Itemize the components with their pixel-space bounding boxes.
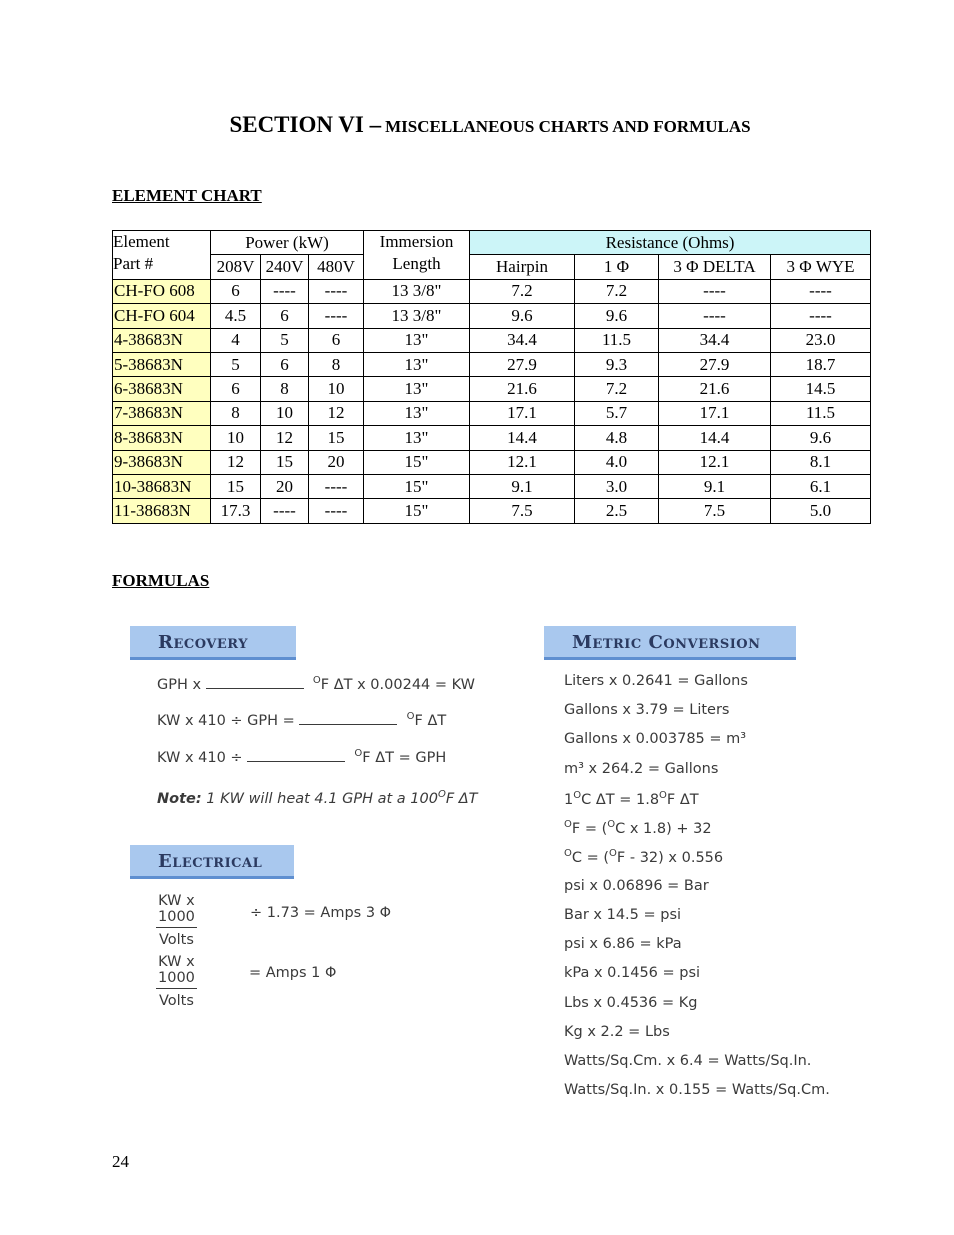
table-cell: 12.1 xyxy=(470,450,575,474)
metric-watts-sqcm: Watts/Sq.Cm. x 6.4 = Watts/Sq.In. xyxy=(564,1053,812,1069)
table-cell: 21.6 xyxy=(470,377,575,401)
table-cell: 7.2 xyxy=(470,279,575,303)
part-number-cell: 11-38683N xyxy=(113,499,211,523)
header-208v: 208V xyxy=(211,255,261,279)
table-cell: 15 xyxy=(309,426,364,450)
table-cell: 12 xyxy=(211,450,261,474)
table-cell: 12.1 xyxy=(659,450,771,474)
table-cell: 7.2 xyxy=(575,377,659,401)
table-cell: 14.5 xyxy=(771,377,871,401)
metric-kg-lbs: Kg x 2.2 = Lbs xyxy=(564,1024,670,1040)
recovery-formula-1: GPH x $^O$F ΔT x 0.00244 = KW xyxy=(157,675,475,693)
metric-gallons-liters: Gallons x 3.79 = Liters xyxy=(564,702,730,718)
header-240v: 240V xyxy=(261,255,309,279)
recovery-formula-3: KW x 410 ÷ $^O$F ΔT = GPH xyxy=(157,748,447,766)
table-cell: 5.0 xyxy=(771,499,871,523)
page-number: 24 xyxy=(112,1152,129,1171)
table-cell: 20 xyxy=(261,474,309,498)
table-cell: ---- xyxy=(659,304,771,328)
table-cell: 6 xyxy=(211,377,261,401)
table-cell: 6 xyxy=(211,279,261,303)
table-cell: 6.1 xyxy=(771,474,871,498)
table-cell: 9.1 xyxy=(470,474,575,498)
metric-kpa-psi: kPa x 0.1456 = psi xyxy=(564,965,701,981)
table-cell: 5 xyxy=(261,328,309,352)
table-cell: 4 xyxy=(211,328,261,352)
metric-bar-psi: Bar x 14.5 = psi xyxy=(564,907,682,923)
header-480v: 480V xyxy=(309,255,364,279)
blank-line xyxy=(206,688,304,689)
recovery-formula-2: KW x 410 ÷ GPH = $^O$F ΔT xyxy=(157,711,447,729)
table-header-row xyxy=(113,231,871,255)
table-cell: 3.0 xyxy=(575,474,659,498)
table-row xyxy=(113,304,871,328)
part-number-cell: CH-FO 608 xyxy=(113,279,211,303)
part-number-cell: 6-38683N xyxy=(113,377,211,401)
electrical-result-3-phase: ÷ 1.73 = Amps 3 Φ xyxy=(250,905,392,921)
table-cell: 15 xyxy=(211,474,261,498)
table-cell: 13" xyxy=(364,352,470,376)
table-row xyxy=(113,499,871,523)
table-cell: 13" xyxy=(364,426,470,450)
table-cell: 14.4 xyxy=(470,426,575,450)
table-cell: 20 xyxy=(309,450,364,474)
table-cell: ---- xyxy=(261,499,309,523)
table-cell: 12 xyxy=(261,426,309,450)
table-row xyxy=(113,328,871,352)
table-cell: 6 xyxy=(309,328,364,352)
header-3-phase-wye: 3 Φ WYE xyxy=(771,255,871,279)
formulas-heading: FORMULAS xyxy=(112,571,210,590)
table-subheader-row xyxy=(113,255,871,279)
header-power: Power (kW) xyxy=(211,231,364,255)
table-cell: 27.9 xyxy=(470,352,575,376)
table-cell: 34.4 xyxy=(659,328,771,352)
table-cell: 23.0 xyxy=(771,328,871,352)
table-row xyxy=(113,377,871,401)
table-cell: ---- xyxy=(309,499,364,523)
table-cell: 9.6 xyxy=(771,426,871,450)
table-cell: 27.9 xyxy=(659,352,771,376)
table-cell: 34.4 xyxy=(470,328,575,352)
metric-psi-kpa: psi x 6.86 = kPa xyxy=(564,936,682,952)
blank-line xyxy=(299,724,397,725)
metric-f-to-c: $^O$C = ($^O$F - 32) x 0.556 xyxy=(564,848,724,866)
table-cell: 6 xyxy=(261,352,309,376)
table-cell: 7.2 xyxy=(575,279,659,303)
header-1-phase: 1 Φ xyxy=(575,255,659,279)
metric-celsius-delta: $1^OC$ $\Delta T = 1.8^OF$ ΔT xyxy=(564,790,699,808)
section-title-main: SECTION VI – xyxy=(229,112,382,137)
electrical-banner: Electrical xyxy=(130,845,294,879)
table-cell: ---- xyxy=(261,279,309,303)
header-3-phase-delta: 3 Φ DELTA xyxy=(659,255,771,279)
table-cell: 11.5 xyxy=(771,401,871,425)
table-cell: 6 xyxy=(261,304,309,328)
table-cell: 4.5 xyxy=(211,304,261,328)
table-row xyxy=(113,279,871,303)
table-row xyxy=(113,401,871,425)
table-cell: 12 xyxy=(309,401,364,425)
part-number-cell: 10-38683N xyxy=(113,474,211,498)
table-cell: 8 xyxy=(309,352,364,376)
table-cell: 8 xyxy=(211,401,261,425)
table-cell: 10 xyxy=(309,377,364,401)
table-cell: ---- xyxy=(309,474,364,498)
table-cell: 17.3 xyxy=(211,499,261,523)
metric-lbs-kg: Lbs x 0.4536 = Kg xyxy=(564,995,698,1011)
header-resistance: Resistance (Ohms) xyxy=(470,231,871,255)
table-cell: 11.5 xyxy=(575,328,659,352)
metric-conversion-banner: Metric Conversion xyxy=(544,626,796,660)
recovery-banner: Recovery xyxy=(130,626,296,660)
part-number-cell: 4-38683N xyxy=(113,328,211,352)
table-cell: 9.1 xyxy=(659,474,771,498)
table-cell: 9.3 xyxy=(575,352,659,376)
header-immersion: Immersion Length xyxy=(364,231,470,280)
table-cell: 4.8 xyxy=(575,426,659,450)
table-cell: 13" xyxy=(364,328,470,352)
table-row xyxy=(113,450,871,474)
part-number-cell: 8-38683N xyxy=(113,426,211,450)
table-cell: 7.5 xyxy=(470,499,575,523)
table-cell: 8.1 xyxy=(771,450,871,474)
table-cell: 17.1 xyxy=(470,401,575,425)
table-cell: 10 xyxy=(261,401,309,425)
section-title xyxy=(0,112,954,138)
element-chart-table xyxy=(112,230,871,524)
table-cell: ---- xyxy=(771,304,871,328)
metric-watts-sqin: Watts/Sq.In. x 0.155 = Watts/Sq.Cm. xyxy=(564,1082,830,1098)
section-title-sub: MISCELLANEOUS CHARTS AND FORMULAS xyxy=(385,117,751,136)
part-number-cell: CH-FO 604 xyxy=(113,304,211,328)
table-cell: 5 xyxy=(211,352,261,376)
element-chart-body xyxy=(113,279,871,523)
table-cell: ---- xyxy=(659,279,771,303)
table-cell: 4.0 xyxy=(575,450,659,474)
header-hairpin: Hairpin xyxy=(470,255,575,279)
table-cell: 17.1 xyxy=(659,401,771,425)
table-cell: 9.6 xyxy=(575,304,659,328)
electrical-result-1-phase: = Amps 1 Φ xyxy=(249,965,337,981)
electrical-fraction-1: KW x 1000 Volts xyxy=(158,893,195,948)
metric-liters-gallons: Liters x 0.2641 = Gallons xyxy=(564,673,748,689)
metric-gallons-m3: Gallons x 0.003785 = m³ xyxy=(564,731,747,747)
table-row xyxy=(113,426,871,450)
table-cell: 15" xyxy=(364,450,470,474)
table-cell: 15" xyxy=(364,474,470,498)
table-cell: 14.4 xyxy=(659,426,771,450)
table-cell: 15 xyxy=(261,450,309,474)
part-number-cell: 5-38683N xyxy=(113,352,211,376)
table-cell: 18.7 xyxy=(771,352,871,376)
table-row xyxy=(113,474,871,498)
blank-line xyxy=(247,761,345,762)
table-cell: ---- xyxy=(771,279,871,303)
table-cell: 13 3/8" xyxy=(364,304,470,328)
recovery-note: Note: 1 KW will heat 4.1 GPH at a $100^OF$ ΔT xyxy=(157,789,478,807)
table-cell: 13" xyxy=(364,377,470,401)
table-cell: ---- xyxy=(309,279,364,303)
part-number-cell: 9-38683N xyxy=(113,450,211,474)
table-cell: 13" xyxy=(364,401,470,425)
table-cell: 8 xyxy=(261,377,309,401)
element-chart-heading: ELEMENT CHART xyxy=(112,186,262,205)
table-cell: 13 3/8" xyxy=(364,279,470,303)
table-cell: ---- xyxy=(309,304,364,328)
table-cell: 2.5 xyxy=(575,499,659,523)
table-row xyxy=(113,352,871,376)
table-cell: 21.6 xyxy=(659,377,771,401)
metric-c-to-f: $^O$F = ($^O$C x 1.8) + 32 xyxy=(564,819,712,837)
electrical-fraction-2: KW x 1000 Volts xyxy=(158,954,195,1009)
table-cell: 10 xyxy=(211,426,261,450)
table-cell: 9.6 xyxy=(470,304,575,328)
metric-psi-bar: psi x 0.06896 = Bar xyxy=(564,878,709,894)
table-cell: 15" xyxy=(364,499,470,523)
table-cell: 5.7 xyxy=(575,401,659,425)
table-cell: 7.5 xyxy=(659,499,771,523)
metric-m3-gallons: m³ x 264.2 = Gallons xyxy=(564,761,719,777)
header-element: Element Part # xyxy=(113,231,211,280)
part-number-cell: 7-38683N xyxy=(113,401,211,425)
